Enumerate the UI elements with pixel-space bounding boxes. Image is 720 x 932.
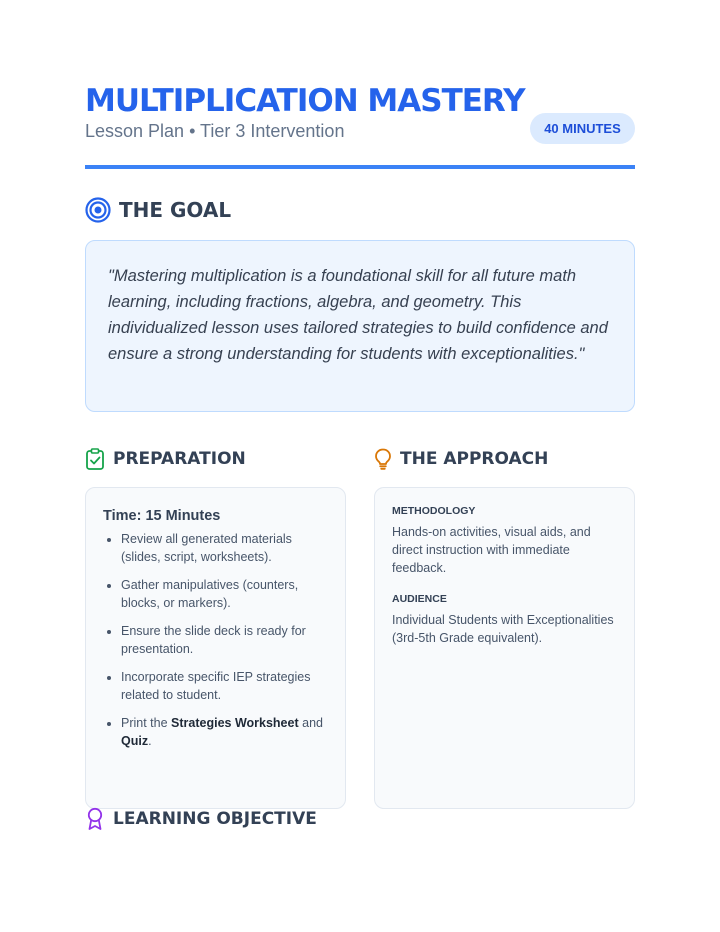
preparation-time: Time: 15 Minutes [103,508,221,524]
award-ribbon-icon [85,807,105,831]
page-title: MULTIPLICATION MASTERY [85,83,525,119]
audience-label: AUDIENCE [392,593,447,605]
list-item: • Gather manipulatives (counters, blocks, or markers). [121,576,328,612]
list-item: • Incorporate specific IEP strategies related to student. [121,668,328,704]
goal-quote: "Mastering multiplication is a foundational skill for all future math learning, including fractions, algebra, and geometry. This individualized lesson uses tailored strategies to build confidence and ensure a strong understanding for students with exceptionalities." [108,267,608,363]
quiz-text: Quiz [121,734,149,748]
preparation-list [103,530,328,750]
print-prefix: Print the [121,716,172,730]
list-item [121,714,328,750]
goal-quote-box [85,240,635,412]
goal-heading: THE GOAL [119,198,232,222]
print-middle: and [298,716,323,730]
audience-text: Individual Students with Exceptionalities (3rd-5th Grade equivalent). [392,613,614,645]
objective-section-heading [85,807,317,831]
page-subtitle: Lesson Plan • Tier 3 Intervention [85,121,345,141]
approach-section-heading [374,448,548,470]
strategies-worksheet-text: Strategies Worksheet [171,716,299,730]
clipboard-check-icon [85,448,105,470]
objective-heading: LEARNING OBJECTIVE [113,809,317,829]
methodology-label: METHODOLOGY [392,505,476,517]
preparation-heading: PREPARATION [113,449,246,469]
preparation-section-heading [85,448,246,470]
print-suffix: . [148,734,152,748]
preparation-card [85,487,346,809]
methodology-text: Hands-on activities, visual aids, and direct instruction with immediate feedback. [392,525,591,575]
duration-badge: 40 MINUTES [530,113,635,144]
approach-card [374,487,635,809]
approach-heading: THE APPROACH [400,449,549,469]
list-item: • Ensure the slide deck is ready for presentation. [121,622,328,658]
list-item: • Review all generated materials (slides, script, worksheets). [121,530,328,566]
lightbulb-icon [374,448,392,470]
goal-section-heading [85,197,231,223]
header-divider [85,165,635,169]
target-icon [85,197,111,223]
